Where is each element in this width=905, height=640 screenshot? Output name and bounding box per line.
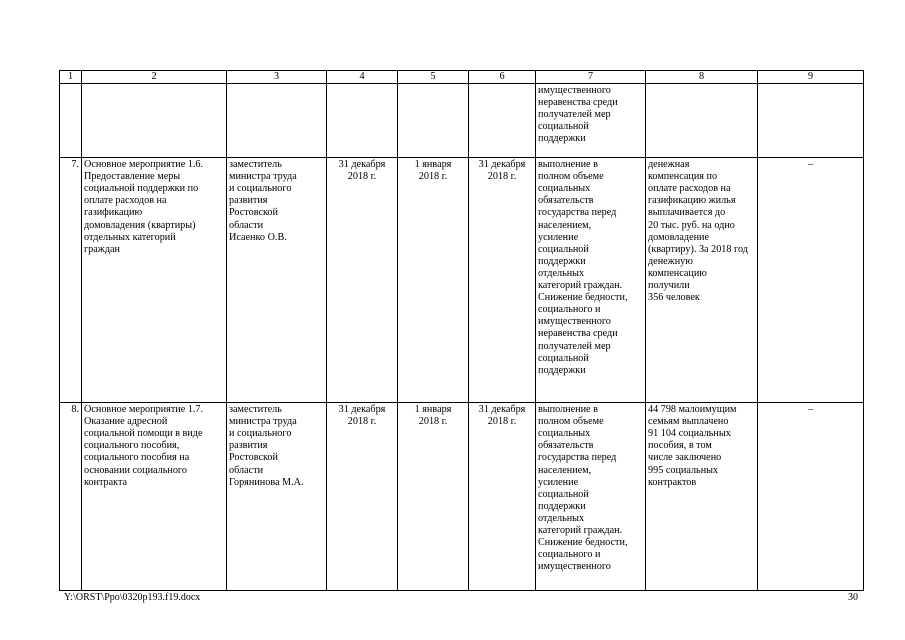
page-number: 30 — [848, 592, 858, 603]
note-cell: – — [758, 158, 864, 403]
date-cell: 31 декабря 2018 г. — [469, 403, 536, 591]
row-number: 7. — [60, 158, 82, 403]
date-cell: 1 января 2018 г. — [398, 403, 469, 591]
header-row — [60, 71, 864, 84]
result-cell: выполнение в полном объеме социальных обязательств государства перед населением, усиление социальной поддержки отдельных категорий граждан. Снижение бедности, социального и имущественного — [536, 403, 646, 591]
actual-cell: денежная компенсация по оплате расходов на газификацию жилья выплачивается до 20 тыс. руб. на одно домовладение (квартиру). За 2018 год денежную компенсацию получили 356 человек — [646, 158, 758, 403]
header-cell: 4 — [327, 71, 398, 84]
date-cell: 1 января 2018 г. — [398, 158, 469, 403]
note-cell: – — [758, 403, 864, 591]
header-cell: 1 — [60, 71, 82, 84]
header-cell: 9 — [758, 71, 864, 84]
header-cell: 8 — [646, 71, 758, 84]
date-cell: 31 декабря 2018 г. — [327, 403, 398, 591]
header-cell: 5 — [398, 71, 469, 84]
row-number: 8. — [60, 403, 82, 591]
event-cell: Основное мероприятие 1.6. Предоставление меры социальной поддержки по оплате расходов на газификацию домовладения (квартиры) отдельных категорий граждан — [82, 158, 227, 403]
result-cell: выполнение в полном объеме социальных обязательств государства перед населением, усиление социальной поддержки отдельных категорий граждан. Снижение бедности, социального и имущественного неравенства среди получателей мер социальной поддержки — [536, 158, 646, 403]
date-cell: 31 декабря 2018 г. — [327, 158, 398, 403]
table-row — [60, 158, 864, 403]
header-cell: 6 — [469, 71, 536, 84]
responsible-cell: заместитель министра труда и социального развития Ростовской области Исаенко О.В. — [227, 158, 327, 403]
report-table — [59, 70, 864, 591]
event-cell: Основное мероприятие 1.7. Оказание адресной социальной помощи в виде социального пособия, социального пособия на основании социального контракта — [82, 403, 227, 591]
table-row — [60, 403, 864, 591]
date-cell: 31 декабря 2018 г. — [469, 158, 536, 403]
file-path: Y:\ORST\Ppo\0320p193.f19.docx — [64, 592, 201, 603]
responsible-cell: заместитель министра труда и социального развития Ростовской области Горянинова М.А. — [227, 403, 327, 591]
header-cell: 7 — [536, 71, 646, 84]
header-cell: 3 — [227, 71, 327, 84]
actual-cell: 44 798 малоимущим семьям выплачено 91 104 социальных пособия, в том числе заключено 995 социальных контрактов — [646, 403, 758, 591]
result-cell: имущественного неравенства среди получателей мер социальной поддержки — [536, 84, 646, 158]
continuation-row — [60, 84, 864, 158]
header-cell: 2 — [82, 71, 227, 84]
